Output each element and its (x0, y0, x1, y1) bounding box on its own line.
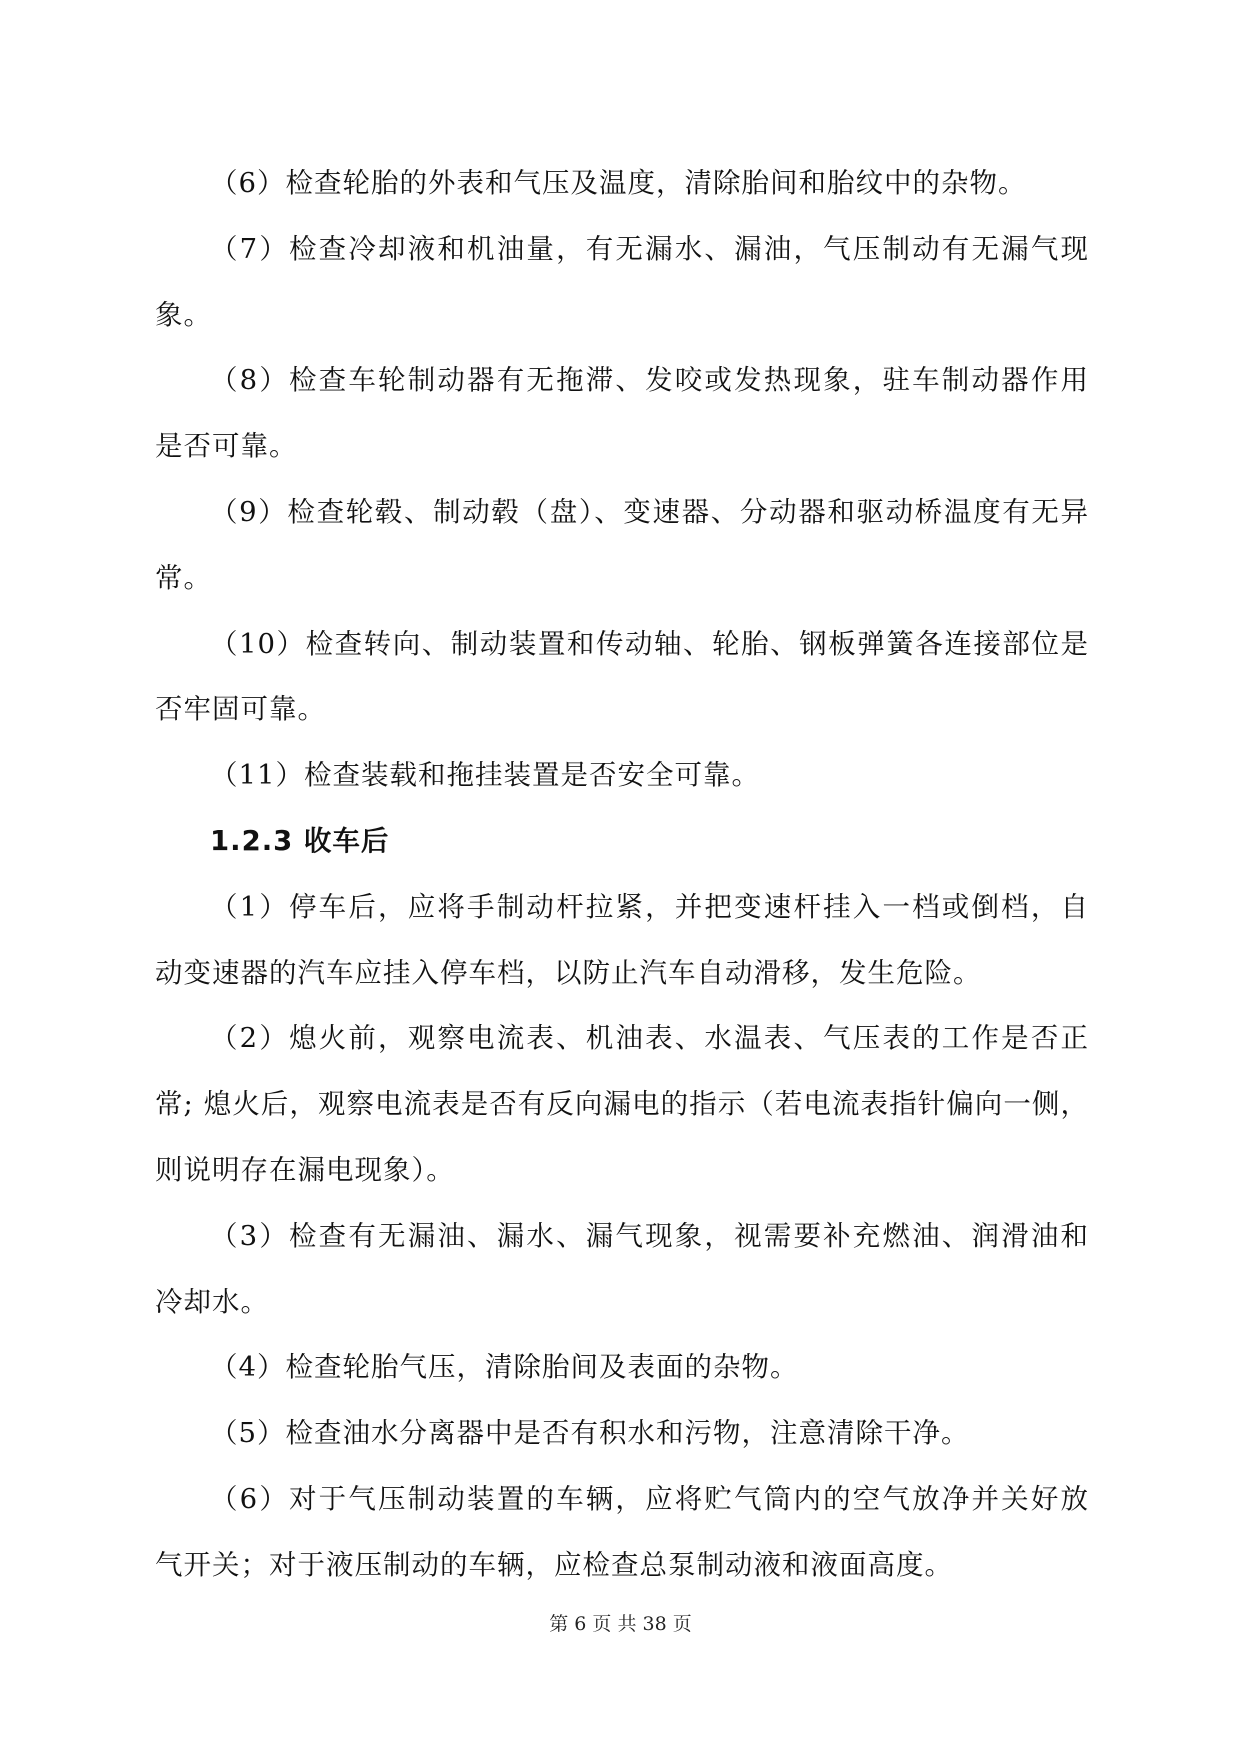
list-item (155, 480, 1089, 612)
text-line: （6）检查轮胎的外表和气压及温度，清除胎间和胎纹中的杂物。 (210, 167, 1027, 199)
text-line: 常; 熄火后，观察电流表是否有反向漏电的指示（若电流表指针偏向一侧， (155, 1088, 1089, 1121)
list-item (155, 1204, 1089, 1336)
text-line: 则说明存在漏电现象）。 (155, 1153, 455, 1186)
section-heading: 1.2.3 收车后 (210, 824, 390, 857)
list-item (155, 1401, 1089, 1467)
text-line: （11）检查装载和拖挂装置是否安全可靠。 (210, 759, 760, 792)
text-line: 常。 (155, 561, 212, 594)
text-line: （4）检查轮胎气压，清除胎间及表面的杂物。 (210, 1351, 799, 1384)
page-body (155, 151, 1089, 1599)
text-line: （5）检查油水分离器中是否有积水和污物，注意清除干净。 (210, 1417, 970, 1450)
text-line: （10）检查转向、制动装置和传动轴、轮胎、钢板弹簧各连接部位是 (210, 627, 1089, 660)
text-line: 是否可靠。 (155, 430, 298, 463)
text-line: （9）检查轮毂、制动毂（盘）、变速器、分动器和驱动桥温度有无异 (210, 495, 1089, 528)
list-item (155, 1335, 1089, 1401)
list-item (155, 875, 1089, 1007)
text-line: 象。 (155, 298, 212, 331)
list-item (155, 217, 1089, 349)
text-line: （8）检查车轮制动器有无拖滞、发咬或发热现象，驻车制动器作用 (210, 364, 1089, 397)
text-line: （7）检查冷却液和机油量，有无漏水、漏油，气压制动有无漏气现 (210, 232, 1089, 265)
text-line: 冷却水。 (155, 1285, 269, 1318)
text-line: 动变速器的汽车应挂入停车档，以防止汽车自动滑移，发生危险。 (155, 956, 982, 989)
page-number-footer: 第 6 页 共 38 页 (549, 1613, 692, 1635)
text-line: 气开关；对于液压制动的车辆，应检查总泵制动液和液面高度。 (155, 1548, 953, 1581)
text-line: （2）熄火前，观察电流表、机油表、水温表、气压表的工作是否正 (210, 1022, 1089, 1055)
list-item (155, 1467, 1089, 1599)
text-line: （6）对于气压制动装置的车辆，应将贮气筒内的空气放净并关好放 (210, 1482, 1089, 1515)
list-item (155, 1006, 1089, 1203)
list-item (155, 348, 1089, 480)
text-line: （1）停车后，应将手制动杆拉紧，并把变速杆挂入一档或倒档，自 (210, 890, 1089, 923)
list-item (155, 151, 1089, 217)
text-line: 否牢固可靠。 (155, 693, 326, 726)
list-item (155, 743, 1089, 809)
list-item (155, 612, 1089, 744)
text-line: （3）检查有无漏油、漏水、漏气现象，视需要补充燃油、润滑油和 (210, 1219, 1089, 1252)
